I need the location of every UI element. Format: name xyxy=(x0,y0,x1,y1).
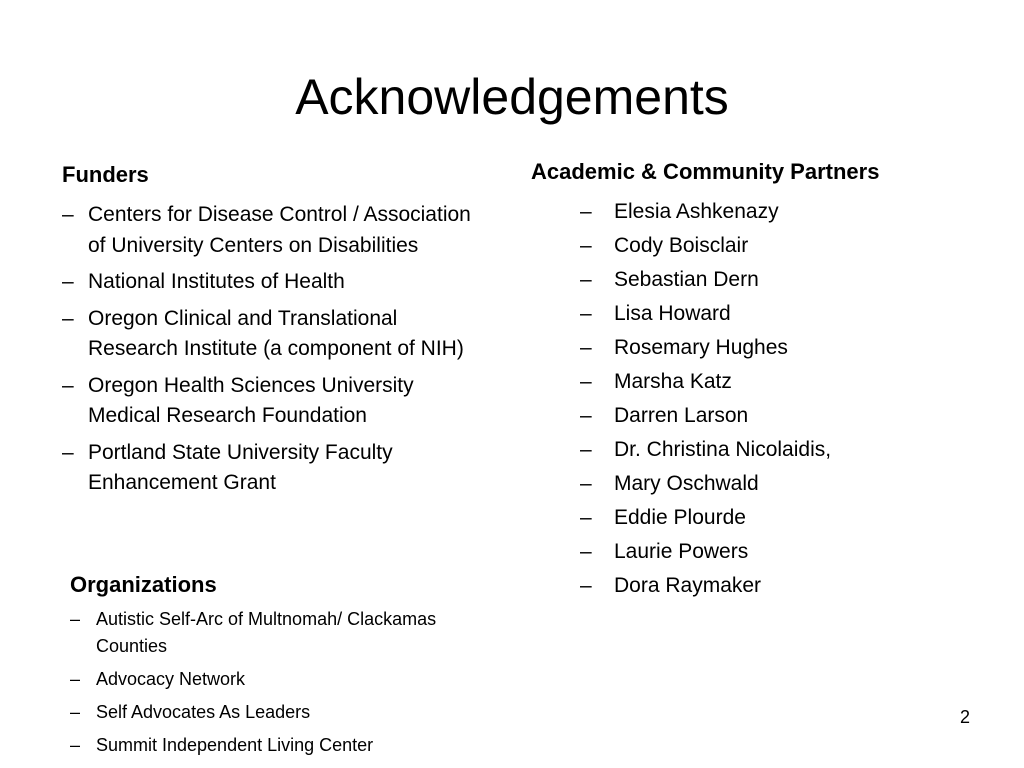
dash-bullet: – xyxy=(580,336,592,359)
slide-title: Acknowledgements xyxy=(295,69,729,125)
funder-name: Oregon Clinical and Translational Research Institute (a component of NIH) xyxy=(88,306,464,360)
dash-bullet: – xyxy=(580,438,592,461)
organization-name: Self Advocates As Leaders xyxy=(96,702,311,722)
list-item xyxy=(62,438,482,499)
dash-bullet: – xyxy=(580,472,592,495)
partner-name: Lisa Howard xyxy=(614,302,731,325)
organization-name: Autistic Self-Arc of Multnomah/ Clackamas Counties xyxy=(96,609,437,656)
list-item xyxy=(580,399,951,433)
funder-name: Oregon Health Sciences University Medical Research Foundation xyxy=(88,373,414,427)
list-item xyxy=(62,200,482,261)
funder-name: Centers for Disease Control / Association of University Centers on Disabilities xyxy=(88,203,471,257)
list-item xyxy=(62,371,482,432)
partner-name: Mary Oschwald xyxy=(614,472,759,495)
funders-list xyxy=(62,200,482,499)
dash-bullet: – xyxy=(580,234,592,257)
dash-bullet: – xyxy=(70,702,81,722)
partners-heading: Academic & Community Partners xyxy=(531,159,880,184)
list-item xyxy=(580,229,951,263)
list-item xyxy=(70,606,490,660)
dash-bullet: – xyxy=(62,270,74,293)
partner-name: Marsha Katz xyxy=(614,370,732,393)
list-item xyxy=(580,501,951,535)
dash-bullet: – xyxy=(62,373,74,397)
partner-name: Cody Boisclair xyxy=(614,234,749,257)
funders-section xyxy=(62,160,482,505)
list-item xyxy=(70,732,490,759)
dash-bullet: – xyxy=(580,574,592,597)
dash-bullet: – xyxy=(62,440,74,464)
list-item xyxy=(580,433,951,467)
partner-name: Elesia Ashkenazy xyxy=(614,200,779,223)
list-item xyxy=(580,195,951,229)
partner-name: Sebastian Dern xyxy=(614,268,759,291)
dash-bullet: – xyxy=(580,540,592,563)
organization-name: Summit Independent Living Center xyxy=(96,735,374,755)
dash-bullet: – xyxy=(62,203,74,226)
dash-bullet: – xyxy=(62,306,74,330)
dash-bullet: – xyxy=(70,669,81,689)
partner-name: Laurie Powers xyxy=(614,540,749,563)
list-item xyxy=(62,267,482,298)
organization-name: Advocacy Network xyxy=(96,669,246,689)
dash-bullet: – xyxy=(580,200,592,223)
organizations-section xyxy=(70,570,490,765)
dash-bullet: – xyxy=(580,370,592,393)
partner-name: Dora Raymaker xyxy=(614,574,762,597)
dash-bullet: – xyxy=(580,268,592,291)
list-item xyxy=(580,331,951,365)
dash-bullet: – xyxy=(70,735,81,755)
list-item xyxy=(580,535,951,569)
list-item xyxy=(580,263,951,297)
list-item xyxy=(580,569,951,603)
list-item xyxy=(580,467,951,501)
partners-section xyxy=(531,157,951,603)
dash-bullet: – xyxy=(580,506,592,529)
organizations-heading: Organizations xyxy=(70,572,217,597)
list-item xyxy=(70,666,490,693)
partner-name: Dr. Christina Nicolaidis, xyxy=(614,438,832,461)
list-item xyxy=(62,304,482,365)
partners-list xyxy=(580,195,951,603)
partner-name: Darren Larson xyxy=(614,404,749,427)
list-item xyxy=(580,365,951,399)
page-number: 2 xyxy=(959,707,970,727)
funder-name: Portland State University Faculty Enhancement Grant xyxy=(88,440,393,494)
dash-bullet: – xyxy=(580,404,592,427)
dash-bullet: – xyxy=(70,609,81,629)
organizations-list xyxy=(70,606,490,759)
list-item xyxy=(580,297,951,331)
partner-name: Rosemary Hughes xyxy=(614,336,788,359)
funders-heading: Funders xyxy=(62,162,149,187)
funder-name: National Institutes of Health xyxy=(88,270,345,293)
list-item xyxy=(70,699,490,726)
dash-bullet: – xyxy=(580,302,592,325)
partner-name: Eddie Plourde xyxy=(614,506,746,529)
